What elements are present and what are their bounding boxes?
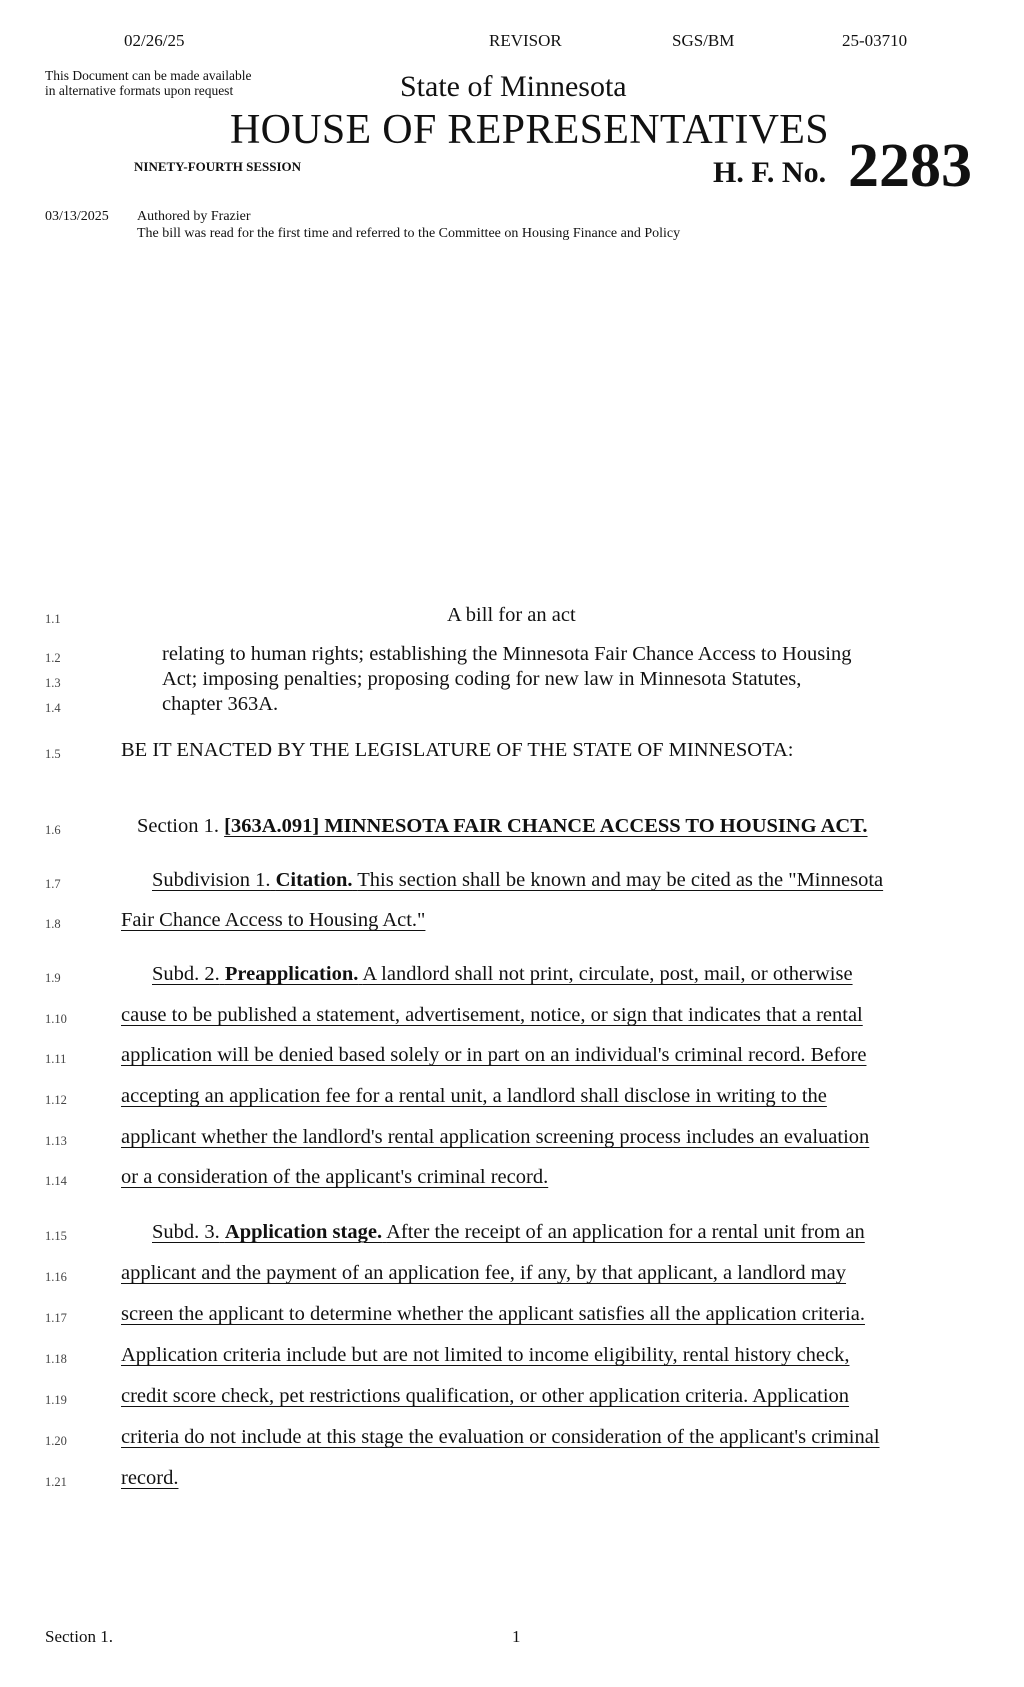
line-number: 1.21: [45, 1475, 67, 1489]
footer-section: Section 1.: [45, 1627, 113, 1646]
line-number: 1.2: [45, 651, 61, 665]
section-label: Section 1.: [137, 815, 219, 837]
section-heading-line: [137, 815, 868, 838]
subdivision-1-line: [152, 869, 883, 892]
body-line: record.: [121, 1467, 179, 1489]
hf-number: 2283: [848, 132, 972, 200]
subd-text: This section shall be known and may be cited as the "Minnesota: [357, 869, 884, 891]
line-number: 1.15: [45, 1229, 67, 1243]
body-line: Fair Chance Access to Housing Act.": [121, 909, 426, 931]
alt-formats-notice: [45, 68, 305, 98]
relating-clause-line: Act; imposing penalties; proposing coding for new law in Minnesota Statutes,: [162, 668, 802, 690]
line-number: 1.8: [45, 917, 61, 931]
line-number: 1.4: [45, 701, 61, 715]
line-number: 1.6: [45, 823, 61, 837]
section-heading: [363A.091] MINNESOTA FAIR CHANCE ACCESS TO HOUSING ACT.: [224, 815, 868, 837]
line-number: 1.17: [45, 1311, 67, 1325]
alt-formats-line2: in alternative formats upon request: [45, 83, 234, 98]
line-number: 1.19: [45, 1393, 67, 1407]
subd-label: Subdivision 1.: [152, 869, 271, 891]
line-number: 1.16: [45, 1270, 67, 1284]
chamber-title: HOUSE OF REPRESENTATIVES: [230, 107, 829, 153]
body-line: Application criteria include but are not limited to income eligibility, rental history check,: [121, 1344, 850, 1366]
header-doc-number: 25-03710: [842, 31, 908, 50]
line-number: 1.10: [45, 1012, 67, 1026]
line-number: 1.13: [45, 1134, 67, 1148]
subd-heading: Preapplication.: [224, 963, 359, 985]
relating-clause-line: chapter 363A.: [162, 693, 279, 715]
subd-text: A landlord shall not print, circulate, post, mail, or otherwise: [362, 963, 853, 985]
bill-title: A bill for an act: [447, 604, 576, 626]
enacting-clause: BE IT ENACTED BY THE LEGISLATURE OF THE STATE OF MINNESOTA:: [121, 739, 794, 761]
line-number: 1.3: [45, 676, 61, 690]
line-number: 1.18: [45, 1352, 67, 1366]
body-line: credit score check, pet restrictions qualification, or other application criteria. Application: [121, 1385, 850, 1407]
line-number: 1.5: [45, 747, 61, 761]
body-line: applicant and the payment of an application fee, if any, by that applicant, a landlord may: [121, 1262, 847, 1284]
line-number: 1.12: [45, 1093, 67, 1107]
body-line: screen the applicant to determine whether the applicant satisfies all the application criteria.: [121, 1303, 865, 1325]
state-title: State of Minnesota: [400, 70, 627, 103]
subd-label: Subd. 2.: [152, 963, 220, 985]
subd-label: Subd. 3.: [152, 1221, 220, 1243]
subd-text: After the receipt of an application for a rental unit from an: [386, 1221, 865, 1243]
hf-label: H. F. No.: [713, 156, 827, 189]
authored-date: 03/13/2025: [45, 209, 109, 224]
body-line: cause to be published a statement, advertisement, notice, or sign that indicates that a rental: [121, 1004, 863, 1026]
body-line: application will be denied based solely or in part on an individual's criminal record. Before: [121, 1044, 867, 1066]
authored-by: Authored by Frazier: [137, 209, 251, 224]
body-line: criteria do not include at this stage the evaluation or consideration of the applicant's criminal: [121, 1426, 880, 1448]
alt-formats-line1: This Document can be made available: [45, 68, 252, 83]
line-number: 1.11: [45, 1052, 67, 1066]
relating-clause-line: relating to human rights; establishing the Minnesota Fair Chance Access to Housing: [162, 643, 852, 665]
body-line: or a consideration of the applicant's criminal record.: [121, 1166, 549, 1188]
subdivision-3-line: [152, 1221, 865, 1244]
subd-heading: Citation.: [275, 869, 353, 891]
committee-referral: The bill was read for the first time and referred to the Committee on Housing Finance and Policy: [137, 226, 681, 241]
session-label: NINETY-FOURTH SESSION: [134, 159, 302, 174]
body-line: accepting an application fee for a rental unit, a landlord shall disclose in writing to the: [121, 1085, 827, 1107]
body-line: applicant whether the landlord's rental application screening process includes an evaluation: [121, 1126, 870, 1148]
line-number: 1.9: [45, 971, 61, 985]
line-number: 1.7: [45, 877, 61, 891]
subd-heading: Application stage.: [224, 1221, 383, 1243]
subdivision-2-line: [152, 963, 853, 986]
header-initials: SGS/BM: [672, 31, 735, 50]
header-date: 02/26/25: [124, 31, 185, 50]
header-office: REVISOR: [489, 31, 562, 50]
line-number: 1.14: [45, 1174, 67, 1188]
page-number: 1: [512, 1627, 521, 1646]
line-number: 1.1: [45, 612, 61, 626]
line-number: 1.20: [45, 1434, 67, 1448]
